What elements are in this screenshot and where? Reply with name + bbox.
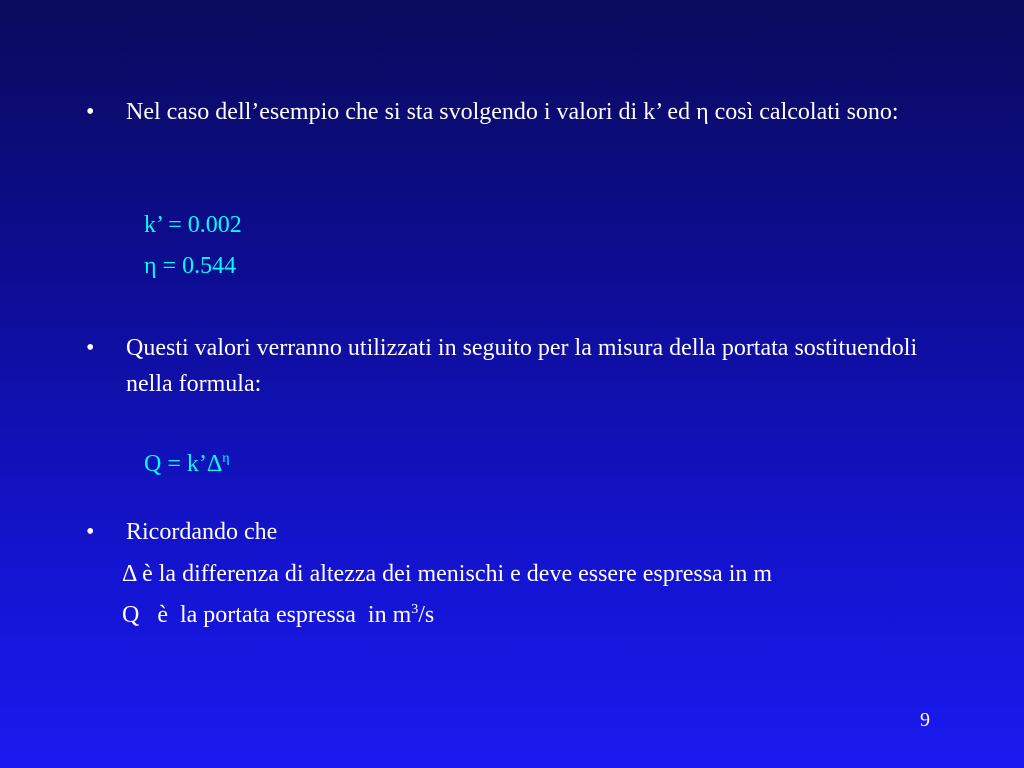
eta-value-formula: η = 0.544	[144, 253, 237, 279]
bullet-text-reminder: Ricordando che	[126, 519, 278, 545]
bullet-marker: •	[86, 519, 95, 545]
flow-formula-base: Q = k’Δ	[144, 451, 223, 477]
bullet-item-reminder	[86, 514, 946, 550]
bullet-item-usage	[86, 330, 946, 402]
q-definition-exponent: 3	[411, 602, 419, 617]
k-value-formula: k’ = 0.002	[144, 212, 242, 238]
bullet-marker: •	[86, 335, 95, 361]
delta-definition: Δ è la differenza di altezza dei menischi e deve essere espressa in m	[122, 561, 773, 587]
q-definition-unit: /s	[418, 602, 435, 628]
bullet-marker: •	[86, 99, 95, 125]
flow-formula-exponent: η	[222, 451, 230, 466]
flow-formula	[144, 446, 230, 482]
bullet-item-example	[86, 94, 946, 130]
bullet-text-usage: Questi valori verranno utilizzati in seguito per la misura della portata sostituendoli nella formula:	[126, 335, 918, 397]
bullet-text-example: Nel caso dell’esempio che si sta svolgendo i valori di k’ ed η così calcolati sono:	[126, 99, 899, 125]
q-definition	[122, 597, 434, 633]
page-number: 9	[920, 709, 930, 731]
q-definition-text: Q è la portata espressa in m	[122, 602, 412, 628]
